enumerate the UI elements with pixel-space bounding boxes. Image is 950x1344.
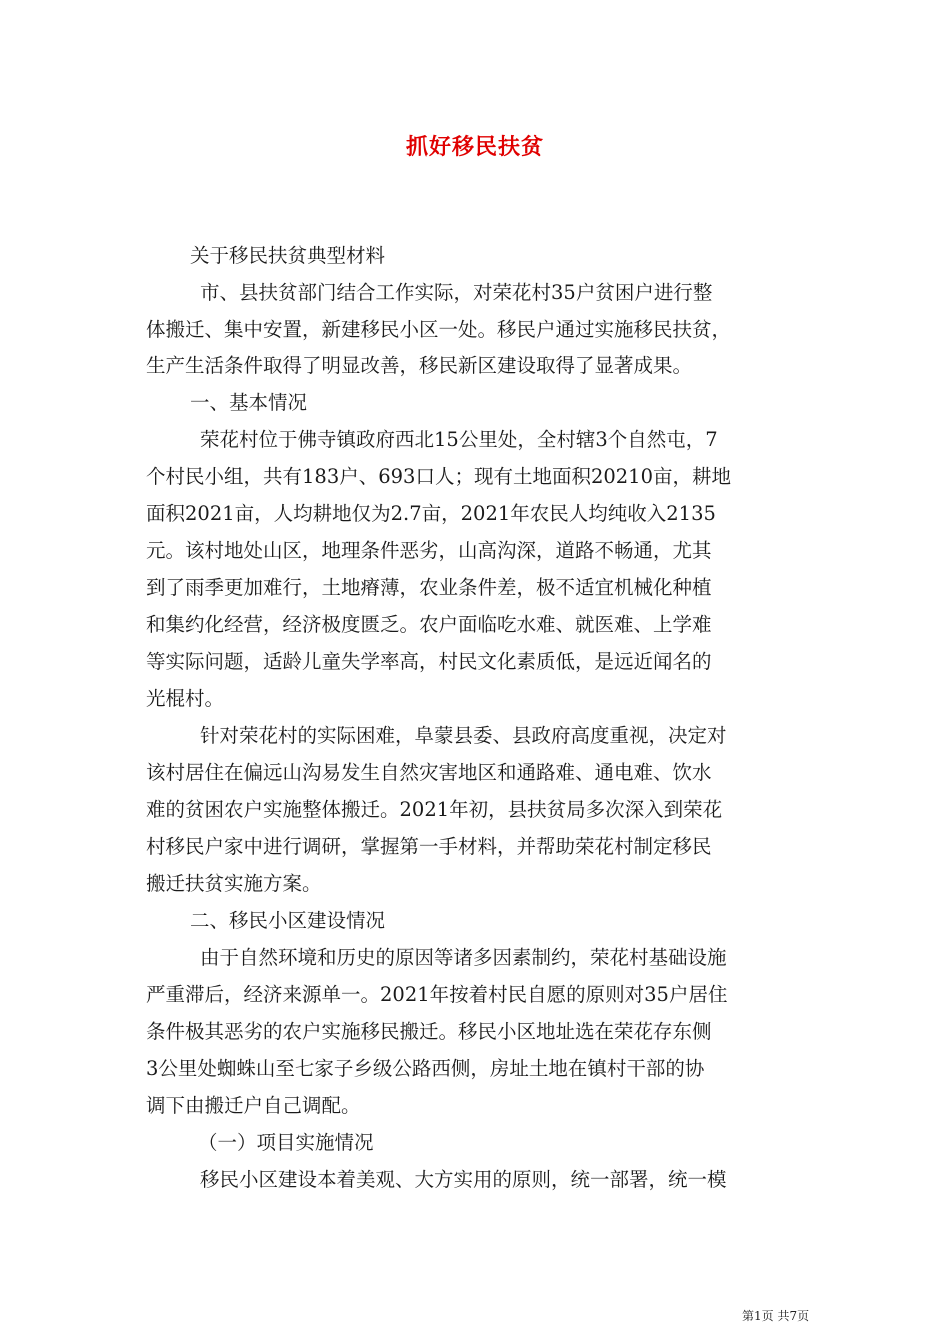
text-line: 等实际问题，适龄儿童失学率高，村民文化素质低，是远近闻名的 (146, 650, 712, 673)
text-line: （一）项目实施情况 (198, 1131, 374, 1154)
text-line: 严重滞后，经济来源单一。2021年按着村民自愿的原则对35户居住 (146, 983, 728, 1006)
text-line: 面积2021亩，人均耕地仅为2.7亩，2021年农民人均纯收入2135 (146, 502, 716, 525)
text-line: 到了雨季更加难行，土地瘠薄，农业条件差，极不适宜机械化种植 (146, 576, 712, 599)
text-line: 市、县扶贫部门结合工作实际，对荣花村35户贫困户进行整 (200, 281, 713, 304)
document-title: 抓好移民扶贫 (405, 134, 544, 160)
text-line: 条件极其恶劣的农户实施移民搬迁。移民小区地址选在荣花存东侧 (146, 1020, 712, 1043)
text-line: 体搬迁、集中安置，新建移民小区一处。移民户通过实施移民扶贫， (146, 318, 732, 341)
text-line: 生产生活条件取得了明显改善，移民新区建设取得了显著成果。 (146, 354, 693, 377)
text-line: 移民小区建设本着美观、大方实用的原则，统一部署，统一模 (200, 1168, 727, 1191)
page-number: 第1页 共7页 (742, 1309, 810, 1323)
text-line: 难的贫困农户实施整体搬迁。2021年初，县扶贫局多次深入到荣花 (146, 798, 723, 821)
text-line: 3公里处蜘蛛山至七家子乡级公路西侧，房址土地在镇村干部的协 (146, 1057, 705, 1080)
text-line: 搬迁扶贫实施方案。 (146, 872, 322, 895)
text-line: 关于移民扶贫典型材料 (190, 244, 386, 267)
text-line: 由于自然环境和历史的原因等诸多因素制约，荣花村基础设施 (200, 946, 727, 969)
text-line: 二、移民小区建设情况 (190, 909, 386, 932)
text-line: 该村居住在偏远山沟易发生自然灾害地区和通路难、通电难、饮水 (146, 761, 712, 784)
text-line: 和集约化经营，经济极度匮乏。农户面临吃水难、就医难、上学难 (146, 613, 712, 636)
text-line: 光棍村。 (146, 687, 225, 710)
text-line: 荣花村位于佛寺镇政府西北15公里处，全村辖3个自然屯，7 (200, 428, 718, 451)
text-line: 一、基本情况 (190, 391, 308, 414)
text-line: 调下由搬迁户自己调配。 (146, 1094, 361, 1117)
text-line: 村移民户家中进行调研，掌握第一手材料，并帮助荣花村制定移民 (146, 835, 712, 858)
text-line: 针对荣花村的实际困难，阜蒙县委、县政府高度重视，决定对 (200, 724, 727, 747)
text-line: 元。该村地处山区，地理条件恶劣，山高沟深，道路不畅通，尤其 (146, 539, 712, 562)
text-line: 个村民小组，共有183户、693口人；现有土地面积20210亩，耕地 (146, 465, 731, 488)
